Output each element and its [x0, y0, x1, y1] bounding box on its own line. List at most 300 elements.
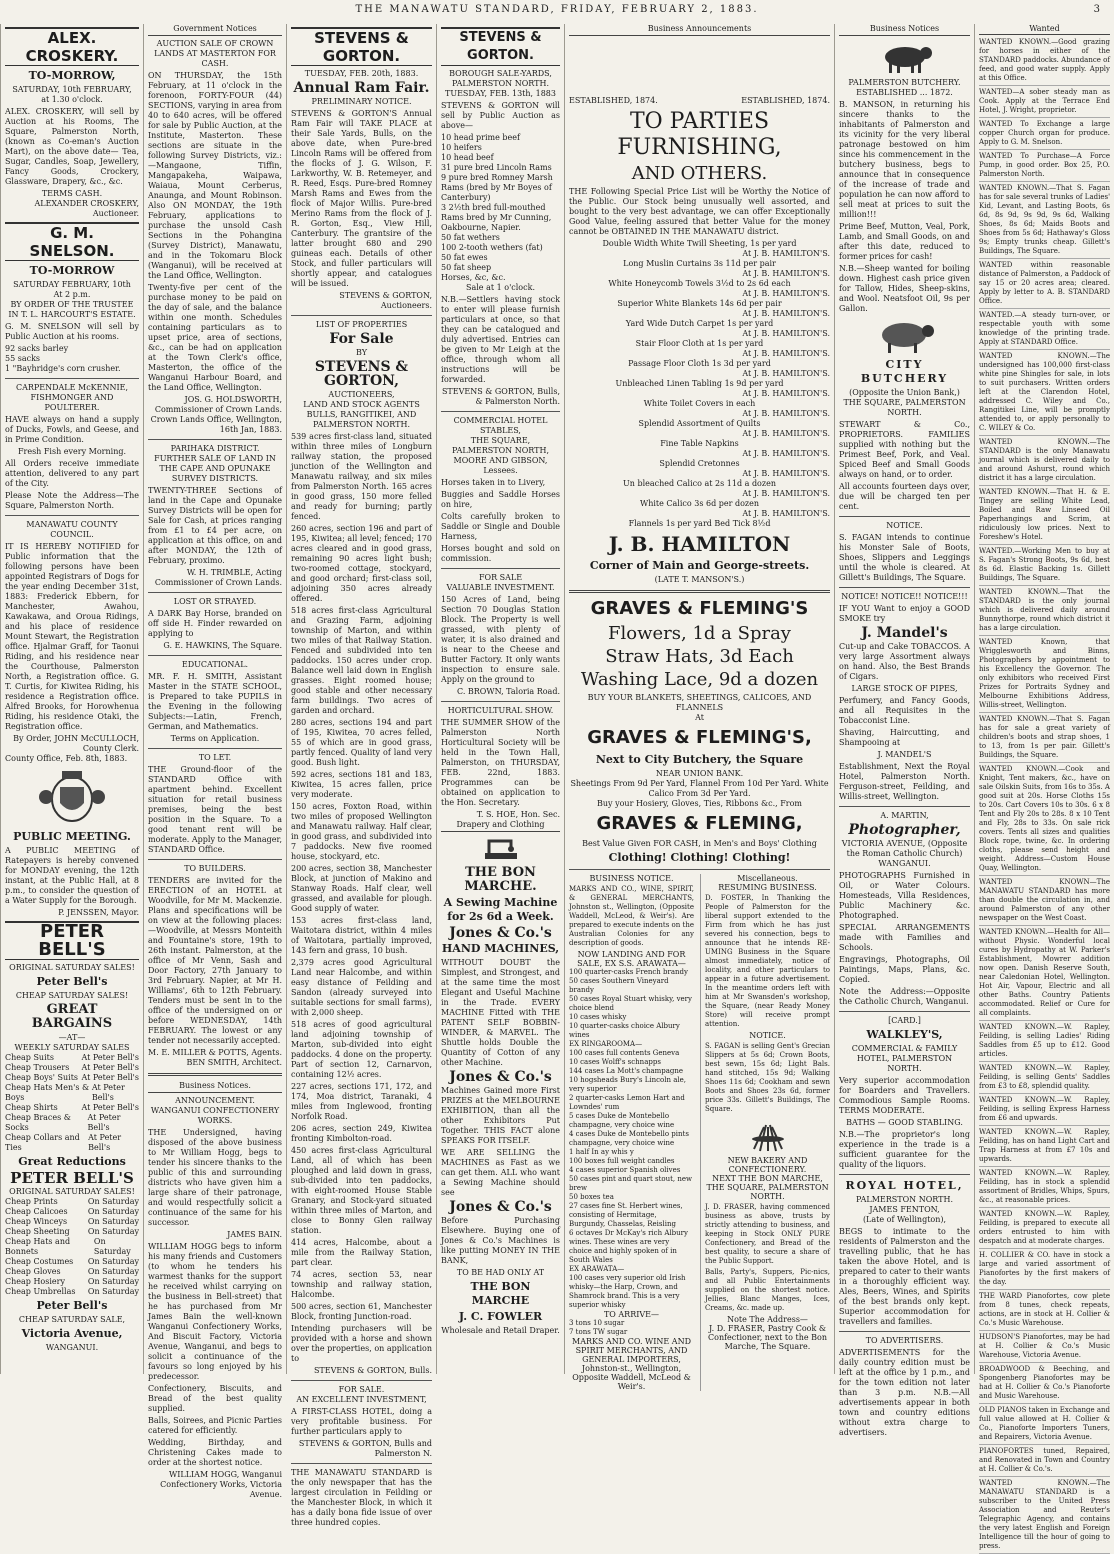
martin-name: A. MARTIN,	[880, 811, 929, 820]
snelson-sub: TO-MORROW	[29, 264, 115, 277]
bell-reductions: Great Reductions	[18, 1155, 126, 1168]
council-date: County Office, Feb. 8th, 1883.	[5, 754, 128, 763]
bell-list-item: Cheap Shirts	[5, 1103, 58, 1112]
bell-sub: ORIGINAL SATURDAY SALES!	[9, 963, 135, 972]
bell-list-where: At Peter Bell's	[88, 1133, 122, 1152]
price-item	[569, 259, 830, 279]
announce-body: THE Undersigned, having disposed of the above business to Mr William Hogg, begs to tender his sincere thanks to the public of this and surrounding districts who have given him a large share of their patronage, and would respectfully solicit a continuance of the same for his successor.	[148, 1128, 282, 1227]
import-item: 50 cases pint and quart stout, new brew	[569, 1175, 693, 1192]
price-item	[569, 379, 830, 399]
announce-title: ANNOUNCEMENT.	[175, 1096, 255, 1105]
bell-list-row	[5, 1073, 139, 1083]
stables-title: COMMERCIAL HOTEL STABLES,	[453, 416, 548, 435]
bell-weekly: WEEKLY SATURDAY SALES	[14, 1043, 130, 1052]
price-item-text: Yard Wide Dutch Carpet 1s per yard	[625, 319, 774, 328]
bn-sign: MARKS AND CO. WINE AND SPIRIT MERCHANTS, AND GENERAL IMPORTERS, Johnston-st., Wellington, Opposite Waddell, McLeod & Weir's.	[572, 1337, 691, 1391]
gf-line3: Washing Lace, 9d a dozen	[580, 669, 819, 690]
price-item-at: At J. B. HAMILTON'S.	[742, 369, 830, 378]
wanted-item: WANTED.—A steady turn-over, or respectable youth with some knowledge of the printing trade. Apply at STANDARD Office.	[979, 311, 1110, 350]
price-item-at: At J. B. HAMILTON'S.	[742, 289, 830, 298]
bull-icon	[875, 39, 935, 75]
price-item	[569, 419, 830, 439]
bell-list-row	[5, 1063, 139, 1073]
parihaka-sub: FURTHER SALE OF LAND IN THE CAPE AND OPUNAKE SURVEY DISTRICTS.	[154, 454, 276, 483]
bell-at: —AT—	[58, 1033, 86, 1042]
price-item-text: Stair Floor Cloth at 1s per yard	[635, 339, 764, 348]
misc-title: RESUMING BUSINESS.	[718, 883, 817, 892]
masthead	[0, 4, 1114, 20]
wanted-item: PIANOFORTES tuned, Repaired, and Renovated in Town and Country at H. Collier & Co.'s.	[979, 1447, 1110, 1477]
jd-sign: J. D. FRASER, Pastry Cook & Confectioner, next to the Bon Marche, The Square.	[708, 1324, 827, 1351]
wanted-item: WANTED KNOWN.—That the STANDARD is the only journal which is delivered daily around Bunnythorpe, round which district it has a large circulation.	[979, 588, 1110, 636]
hogg-list-item: Wedding, Birthday, and Christening Cakes made to order at the shortest notice.	[148, 1438, 282, 1467]
furnishing-intro: THE Following Special Price List will be Worthy the Notice of the Public. Our Stock being unusually well assorted, and bought to the very best advantage, we can offer Exceptionally Good Value, feeling assured that better Value for the money cannot be OBTAINED IN THE MANAWATU district.	[569, 187, 830, 236]
price-item-at: At J. B. HAMILTON'S.	[742, 409, 830, 418]
bell-list2-item: Cheap Costumes	[5, 1257, 74, 1266]
adv-title: TO ADVERTISERS.	[865, 1336, 944, 1345]
bell-list2-when: On Saturday	[87, 1217, 139, 1226]
bell-list2-when: On Saturday	[87, 1197, 139, 1206]
rh-name: JAMES FENTON,	[869, 1205, 940, 1214]
gf-title: GRAVES & FLEMING'S	[590, 598, 809, 619]
props-title: LIST OF PROPERTIES	[315, 320, 408, 329]
sewing-machine-icon	[481, 835, 521, 863]
invest-title: FOR SALE	[478, 573, 523, 582]
sg2-time: Sale at 1 o'clock.	[466, 283, 535, 292]
props-firm-sub2: LAND AND STOCK AGENTS	[303, 400, 420, 409]
price-item	[569, 499, 830, 519]
bell-list-where: At Peter Bell's	[91, 1083, 125, 1102]
bell-list-row	[5, 1103, 139, 1113]
wanted-item: WANTED KNOWN.—That S. Fagan has for sale a great variety of children's boots and strap shoes, 1 to 13, from 1s per pair. Gillett's Buildings, the Square.	[979, 715, 1110, 763]
import-item: 4 cases Duke de Montebello pints champagne, very choice wine	[569, 1130, 689, 1147]
invest-sign: C. BROWN, Taloria Road.	[456, 687, 560, 696]
wanted-item: WANTED To Exchange a large copper Church organ for produce. Apply to G. M. Snelson.	[979, 120, 1110, 150]
wanted-item: WANTED—A sober steady man as Cook. Apply at the Terrace End Hotel, J. Wright, proprietor.	[979, 88, 1110, 118]
page-number: 3	[1093, 4, 1100, 15]
bn-head: BUSINESS NOTICE.	[589, 874, 674, 883]
gf-name2: GRAVES & FLEMING,	[596, 813, 803, 834]
builders-sign: M. E. MILLER & POTTS, Agents. BEN SMITH, Architect.	[148, 1048, 282, 1067]
hogg-body: WILLIAM HOGG begs to inform his many friends and Customers (to whom he tenders his warmest thanks for the support he received whilst carrying on the business in Bell-street) that he has purchased from Mr James Bain the well-known Wanganui Confectionery Works, And Biscuit Factory, Victoria Avenue, Wanganui, and begs to solicit a continuance of the favours so long enjoyed by his predecessor.	[148, 1242, 282, 1381]
column-4	[436, 24, 564, 1374]
bn-now: NOW LANDING AND FOR SALE, EX S.S. ARAWATA—	[577, 950, 686, 968]
sg2-title: STEVENS & GORTON.	[441, 27, 560, 66]
gf-sheet: Sheetings From 9d Per Yard, Flannel From 10d Per Yard. White Calico From 3d Per Yard.	[570, 779, 829, 798]
jc-name: Jones & Co.'s	[449, 925, 552, 941]
bell-list-item: Cheap Braces & Socks	[5, 1113, 71, 1132]
cb-body: STEWART & Co., PROPRIETORS. FAMILIES supplied with nothing but the Primest Beef, Pork, and Veal. Spiced Beef and Small Goods always on hand, or to order.	[839, 420, 970, 479]
bell-list-item: Cheap Hats Men's & Boys	[5, 1083, 90, 1102]
bell-list2-item: Cheap Prints	[5, 1197, 58, 1206]
sg-body: STEVENS & GORTON'S Annual Ram Fair will TAKE PLACE at their Sale Yards, Bulls, on the above date, when Pure-bred Lincoln Rams will be offered from the flocks of J. G. Wilson, F. Larkworthy, W. B. Retemeyer, and R. Reed, Esqs. Pure-bred Romney Marsh Rams and Ewes from the flock of Major Willis. Pure-bred Merino Rams from the flock of J. R. Gorton, Esq., View Hill, Canterbury. The grantsire of the latter brought 680 and 290 guineas each. Details of other Stock, and fuller particulars will shortly appear, and catalogues will be issued.	[291, 109, 432, 288]
price-item-at: At J. B. HAMILTON'S.	[742, 349, 830, 358]
bell-list-item: Cheap Suits	[5, 1053, 54, 1062]
column-1	[0, 24, 143, 1374]
sale-item: 100 2-tooth wethers (fat)	[441, 243, 543, 252]
props-intending: Intending purchasers will be provided with a horse and shown over the properties, on application to	[291, 1324, 432, 1363]
meeting-sign: P. JENSSEN, Mayor.	[58, 908, 139, 917]
bell-footer-addr: Victoria Avenue,	[21, 1327, 123, 1340]
sale-item: 10 head beef	[441, 153, 494, 162]
gf-at: At	[695, 713, 704, 722]
martin-addr: VICTORIA AVENUE, (Opposite the Roman Catholic Church) WANGANUI.	[841, 839, 968, 868]
sale-item: 31 pure bred Lincoln Rams	[441, 163, 552, 172]
sg-prelim: PRELIMINARY NOTICE.	[311, 97, 412, 106]
snelson-item: 1 "Bayhridge's corn crusher.	[5, 364, 121, 373]
wanted-item: WANTED KNOWN.—Health for All—without Physic. Wonderful local cures by Hydropathy at W. Parker's Establishment, Mowrer addition now open. Danish Reserve South, near Caledonian Hotel, Wellington. Hot Air, Vapour, Electric and all other Baths. Country Patients accommodated. Relief or Cure for all complaints.	[979, 928, 1110, 1021]
wk-card: [CARD.]	[888, 1016, 921, 1025]
stables-b4: Horses bought and sold on commission.	[441, 544, 560, 563]
mandel-sign: J. MANDEL'S	[877, 750, 932, 759]
bell-list2-row	[5, 1277, 139, 1287]
import-item: 10 hogsheads Bury's Lincoln ale, very superior	[569, 1076, 687, 1093]
property-item: 74 acres, section 53, near township and railway station, Halcombe.	[291, 1270, 432, 1299]
hm-body: WITHOUT DOUBT the Simplest, and Strongest, and at the same time the most Elegant and Useful Machine in the Trade. EVERY MACHINE Fitted with THE PATENT SELF BOBBIN-WINDER, & MARVEL. The Shuttle holds Double the Quantity of Cotton of any other Machine.	[441, 958, 560, 1067]
cb-title: CITY BUTCHERY	[860, 358, 949, 385]
property-item: 200 acres, section 38, Manchester Block, at junction of Makino and Stanway Roads. Half clear, well grassed, and available for plough. Good supply of water.	[291, 864, 432, 913]
jc2-body: Machines Gained more First PRIZES at the MELBOURNE EXHIBITION, than all the other Exhibitors Put Together. THIS FACT alone SPEAKS FOR ITSELF.	[441, 1086, 560, 1145]
wanted-item: WANTED.—Working Men to buy at S. Fagan's Strong Boots, 9s 6d, best 8s 6d. Elastic Backing 1s. Gillett Buildings, The Square.	[979, 547, 1110, 586]
sale-item: 50 fat wethers	[441, 233, 500, 242]
price-item	[569, 339, 830, 359]
sg2-date: TUESDAY, FEB. 13th, 1883	[445, 89, 556, 98]
column-3	[286, 24, 436, 1527]
hamilton-name: J. B. HAMILTON	[608, 532, 791, 556]
hotel-sale-sign: STEVENS & GORTON, Bulls and Palmerston N.	[298, 1439, 432, 1458]
pb-nb: N.B.—Sheep wanted for boiling down. Highest cash price given for Tallow, Hides, Sheep-skins, and Wool. Neatsfoot Oil, 9s per Gallon.	[839, 264, 970, 313]
misc-body: D. FOSTER, In Thanking the People of Palmerston for the liberal support extended to the Firm from which he has just severed his connection, begs to announce that he intends RE-UMING Business in the Square almost immediately, notice of locality, and other particulars to appear in a future advertisement. In the meantime orders left with him at Mr Swansden's workshop, the Square, (near Ready Money Store) will receive prompt attention.	[705, 894, 830, 1028]
standard-note: THE MANAWATU STANDARD is the only newspaper that has the largest circulation in Feilding or the Manchester Block, in which it has a daily bona fide issue of over three hundred copies.	[291, 1468, 432, 1527]
sheep-icon	[870, 317, 940, 355]
price-item-text: Splendid Assortment of Quilts	[638, 419, 761, 428]
lost-sign: G. E. HAWKINS, The Square.	[163, 641, 282, 650]
import-item: 1 half In ay whis y	[569, 1148, 634, 1156]
wanted-item: THE WARD Pianofortes, cow plete from 8 tunes, check repeats, actions, are in stock at H. Collier & Co.'s Music Warehouse.	[979, 1292, 1110, 1331]
wanted-item: H. COLLIER & CO. have in stock a large and varied assortment of Pianofortes by the first makers of the day.	[979, 1251, 1110, 1290]
bell-list-where: At Peter Bell's	[81, 1103, 139, 1112]
gf-next: Next to City Butchery, the Square	[595, 753, 804, 766]
notice-title: NOTICE.	[749, 1031, 786, 1040]
bm2-title: THE BON MARCHE	[470, 1280, 531, 1307]
edu-terms: Terms on Application.	[170, 734, 260, 743]
hamilton-corner: Corner of Main and George-streets.	[589, 559, 810, 572]
builders-body: TENDERS are invited for the ERECTION of an HOTEL at Woodville, for Mr M. Mackenzie. Plans and specifications will be on view at the following places:—Woodville, at Messrs Monteith and Fountaine's store, 19th to 26th instant. Palmerston, at the office of Mr Venn, Sash and Door Factory, 27th January to 3rd February. Napier, at Mr H. Williams', 6th to 12th February. Tenders must be sent in to the office of the undersigned on or before WEDNESDAY, 14th FEBRUARY. The lowest or any tender not necessarily accepted.	[148, 876, 282, 1045]
sg2-sub: BOROUGH SALE-YARDS, PALMERSTON NORTH.	[449, 69, 552, 88]
bell-list-where: At Peter Bell's	[81, 1073, 139, 1082]
price-item-at: At J. B. HAMILTON'S.	[742, 469, 830, 478]
import-item: 10 cases whisky	[569, 1013, 627, 1021]
price-item-at: At J. B. HAMILTON'S.	[742, 249, 830, 258]
wanted-item: WANTED KNOWN.—The MANAWATU STANDARD is a subscriber to the United Press Association and Reuter's Telegraphic Agency, and contains the very latest English and Foreign Intelligence till the hour of going to press.	[979, 1479, 1110, 1554]
wanted-item: BROADWOOD & Beeching, and Spongenberg Pianofortes may be had at H. Collier & Co.'s Pianoforte and Music Warehouse.	[979, 1365, 1110, 1404]
property-item: 260 acres, section 196 and part of 195, Kiwitea; all level; fenced; 170 acres cleared and in good grass, remaining 90 acres light bush; two-roomed cottage, stockyard, and good orchard; first-class soil, adjoining 350 acres already offered.	[291, 524, 432, 603]
sale-item: 10 head prime beef	[441, 133, 520, 142]
auction-crown-body2: Twenty-five per cent of the purchase money to be paid on the day of sale, and the balance within one month. Schedules containing particulars as to upset price, area of sections, &c., can be had on application at the Town Clerk's office, Masterton, the office of the Wanganui Harbour Board, and the Land Office, Wellington.	[148, 283, 282, 392]
masthead-title: THE MANAWATU STANDARD, FRIDAY, FEBRUARY 2, 1883.	[355, 4, 759, 15]
import-item: 10 quarter-casks choice Albury wines	[569, 1022, 680, 1039]
jc3-name: Jones & Co.'s	[449, 1199, 552, 1215]
bn-arrive-item: 3 tons 10 sugar	[569, 1319, 625, 1327]
price-item	[569, 319, 830, 339]
invest-body: 150 Acres of Land, being Section 70 Douglas Station Block. The Property is well grassed, with plenty of water, it is also drained and is near to the Cheese and Butter Factory. It only wants inspection to ensure sale. Apply on the ground to	[441, 595, 560, 684]
hogg-sign: WILLIAM HOGG, Wanganui Confectionery Works, Victoria Avenue.	[160, 1470, 282, 1499]
sg-date: TUESDAY, FEB. 20th, 1883.	[304, 69, 419, 78]
business-notices-head: Business Notices.	[148, 1081, 282, 1093]
snelson-body: G. M. SNELSON will sell by Public Auction at his rooms.	[5, 322, 139, 341]
import-item: 100 cases very superior old Irish whisky—the Harp, Crown, and Shamrock brand. This is a very superior whisky	[569, 1274, 686, 1309]
price-item-at: At J. B. HAMILTON'S.	[742, 429, 830, 438]
stables-sub: THE SQUARE, PALMERSTON NORTH,	[451, 436, 549, 455]
meeting-title: PUBLIC MEETING.	[13, 830, 131, 843]
wanted-item: WANTED KNOWN.—The STANDARD is the only Manawatu journal which is delivered daily to and around Ashurst, round which district it has a large circulation.	[979, 438, 1110, 486]
bell-list-row	[5, 1083, 139, 1103]
wanted-item: WANTED To Purchase—A Force Pump, in good order. Box 25, P.O. Palmerston North.	[979, 152, 1110, 182]
rh-late: (Late of Wellington),	[862, 1215, 947, 1224]
drapery-head: Drapery and Clothing	[441, 820, 560, 832]
mandel-intro: IF YOU Want to enjoy a GOOD SMOKE try	[839, 604, 970, 623]
bell-footer-name: Peter Bell's	[36, 1299, 108, 1312]
council-sign: By Order, JOHN McCULLOCH, County Clerk.	[13, 734, 139, 753]
import-item: 100 cases full contents Geneva	[569, 1049, 680, 1057]
mandel-list-item: Shaving, Haircutting, and Shampooing at	[839, 728, 970, 747]
tolet-title: TO LET.	[198, 753, 232, 762]
price-item-text: White Toilet Covers in each	[643, 399, 756, 408]
wanted-item: WANTED KNOWN.—That H. & E. Tingey are selling White Lead, Boiled and Raw Linseed Oil Paperhangings and Scrim, at ridiculously low prices. Next to Foreshew's Hotel.	[979, 488, 1110, 545]
bell-list2-item: Cheap Gloves	[5, 1267, 61, 1276]
import-item: 27 cases fine St. Herbert wines, consisting of Hermitage, Burgundy, Chasselas, Reisling	[569, 1202, 683, 1228]
parihaka-body: TWENTY-THREE Sections of land in the Cape and Opunake Survey Districts will be open for Sale for Cash, at prices ranging from £1 to £4 per acre, on application at this office, on and after MONDAY, the 12th of February, proximo.	[148, 486, 282, 565]
fagan-body: S. FAGAN intends to continue his Monster Sale of Boots, Shoes, Slippers and Leggings until the whole is cleared. At Gillett's Buildings, The Square.	[839, 533, 970, 582]
import-item: 50 cases Royal Stuart whisky, very choice blend	[569, 995, 692, 1012]
estab-right: ESTABLISHED, 1874.	[741, 96, 830, 105]
bell-list2-item: Cheap Winceys	[5, 1217, 68, 1226]
bell-list-item: Cheap Collars and Ties	[5, 1133, 80, 1152]
announce-sign: JAMES BAIN.	[227, 1230, 282, 1239]
gf-line1: Flowers, 1d a Spray	[608, 623, 791, 644]
wanted-item: WANTED within reasonable distance of Palmerston, a Paddock of say 15 or 20 acres area; cleared. Apply by letter to A. B. STANDARD Office.	[979, 261, 1110, 309]
jd-note: Note The Address—	[727, 1315, 808, 1324]
fagan-title: NOTICE.	[886, 521, 923, 530]
estab-row	[569, 96, 830, 106]
sale-item: 10 heifers	[441, 143, 482, 152]
snelson-date: SATURDAY FEBRUARY, 10th	[13, 280, 131, 289]
bell-list2-row	[5, 1227, 139, 1237]
bell-list-where: At Peter Bell's	[81, 1053, 139, 1062]
import-item: 4 cases superior Spanish olives	[569, 1166, 681, 1174]
price-item-text: Superior White Blankets 14s 6d per pair	[617, 299, 782, 308]
price-item	[569, 239, 830, 259]
hamilton-late: (LATE T. MANSON'S.)	[654, 575, 745, 584]
import-item: 100 quarter-casks French brandy	[569, 968, 688, 976]
fowler-sub: Wholesale and Retail Draper.	[441, 1326, 560, 1335]
tolet-body: THE Ground-floor of the STANDARD Office with apartment behind. Excellent situation for retail business premises, being the best position in the Square. To a good tenant rent will be moderate. Apply to the Manager, STANDARD Office.	[148, 765, 282, 854]
jd-body: J. D. FRASER, having commenced business as above, trusts by strictly attending to business, and keeping in Stock ONLY PURE Confectionery, and Bread of the best quality, to secure a share of the Public Support.	[705, 1203, 830, 1265]
property-item: 592 acres, sections 181 and 183, Kiwitea, 15 acres fallen, price very moderate.	[291, 770, 432, 799]
mandel-list-item: Perfumery, and Fancy Goods, and all Requisites in the Tobacconist Line.	[839, 696, 970, 725]
bell-list2-when: On Saturday	[87, 1287, 139, 1296]
bell-list2-item: Cheap Hats and Bonnets	[5, 1237, 71, 1256]
parihaka-title: PARIHAKA DISTRICT.	[170, 444, 260, 453]
property-item: 227 acres, sections 171, 172, and 174, Moa district, Taranaki, 4 miles from Inglewood, fronting Norfolk Road.	[291, 1082, 432, 1121]
furnishing-title: TO PARTIES FURNISHING,	[617, 109, 782, 160]
wk-title: WALKLEY'S,	[866, 1028, 943, 1041]
import-item: 2 quarter-casks Lemon Hart and Lowndes' rum	[569, 1094, 685, 1111]
mckennie-note: All Orders receive immediate attention, delivered to any part of the City.	[5, 459, 139, 488]
bell-list2-row	[5, 1197, 139, 1207]
import-item: 100 boxes full weight candles	[569, 1157, 675, 1165]
announcements-head: Business Announcements	[569, 24, 830, 36]
bell-list-where: At Peter Bell's	[81, 1063, 139, 1072]
gf-hosiery: Buy your Hosiery, Gloves, Ties, Ribbons &c., From	[597, 799, 802, 808]
price-item-at: At J. B. HAMILTON'S.	[742, 389, 830, 398]
gf-value: Best Value Given FOR CASH, in Men's and Boys' Clothing	[582, 839, 817, 848]
snelson-order: BY ORDER OF THE TRUSTEE IN T. L. HARCOURT'S ESTATE.	[8, 300, 136, 319]
price-item-at: At J. B. HAMILTON'S.	[742, 269, 830, 278]
price-item	[569, 279, 830, 299]
furnishing-title2: AND OTHERS.	[631, 163, 768, 184]
import-item: 50 cases Southern Vineyard brandy	[569, 977, 669, 994]
bn-arrive-item: 7 tons TW sugar	[569, 1328, 628, 1336]
column-6	[834, 24, 974, 1437]
bell-list2-item: Cheap Calicoes	[5, 1207, 68, 1216]
gf-line2: Straw Hats, 3d Each	[605, 646, 794, 667]
bakery-next: NEXT THE BON MARCHE, THE SQUARE, PALMERSTON NORTH.	[706, 1174, 829, 1201]
hort-sign: T. S. HOE, Hon. Sec.	[476, 810, 560, 819]
column-7	[974, 24, 1114, 1550]
martin-note: Note the Address:—Opposite the Catholic Church, Wanganui.	[839, 987, 970, 1006]
bell-list2-when: On Saturday	[87, 1207, 139, 1216]
rh-title: ROYAL HOTEL,	[845, 1179, 964, 1192]
wk-baths: BATHS — GOOD STABLING.	[846, 1118, 963, 1127]
import-item: EX ARAWATA—	[569, 1265, 625, 1273]
price-item-text: Splendid Cretonnes	[659, 459, 740, 468]
price-item	[569, 479, 830, 499]
wheat-sheaf-icon	[738, 1117, 798, 1153]
price-item	[569, 459, 830, 479]
wanted-item: WANTED KNOWN.—Cook and Knight, Tent makers, &c., have on sale Oilskin Suits, from 16s to 35s. A good suit at 20s. Horse Cloths 15s to 20s. Cart Covers 10s to 30s. 6 x 8 Tent and Fly 20s to 28s. 8 x 10 Tent and Fly, 28s to 33s. On sale rick covers. Tents all sizes and qualities Block rope, twine, &c. In ordering cloths, please send height and weight. Address—Custom House Quay, Wellington.	[979, 765, 1110, 876]
import-item: 10 cases Wolff's schnapps	[569, 1058, 661, 1066]
bakery-title: NEW BAKERY AND CONFECTIONERY.	[727, 1156, 808, 1174]
mckennie-addr: Please Note the Address—The Square, Palmerston North.	[5, 491, 139, 510]
props-firm-addr: BULLS, RANGITIKEI, AND PALMERSTON NORTH.	[306, 410, 417, 429]
lost-title: LOST OR STRAYED.	[173, 597, 257, 606]
business-notices-head-2: Business Notices	[839, 24, 970, 36]
sale-item: Horses, &c, &c.	[441, 273, 506, 282]
lost-body: A DARK Bay Horse, branded on off side H. Finder rewarded on applying to	[148, 609, 282, 638]
croskery-sub: TO-MORROW,	[28, 69, 116, 82]
bn-arrive: TO ARRIVE—	[603, 1310, 660, 1319]
council-body: IT IS HEREBY NOTIFIED for Public information that the following persons have been appointed Registrars of Dogs for the year ending December 31st, 1883: Frederick Ebbern, for Manchester, Awahou, Kawakawa, and Oroua Ridings, and his place of residence Mount Stewart, the Registration office. Hjalmar Graff, for Taonui Riding, and his residence near the Courthouse, Palmerston North, a Registration office. G. T. Curtis, for Kiwitea Riding, his residence a Registration office. Alfred Brooks, for Horowhenua Riding, his residence Otaki, the Registration office.	[5, 542, 139, 731]
price-item-text: Double Width White Twill Sheeting, 1s per yard	[602, 239, 797, 248]
bell-list2-row	[5, 1257, 139, 1267]
gf-buy: BUY YOUR BLANKETS, SHEETINGS, CALICOES, AND FLANNELS	[587, 693, 812, 712]
bell-list2-item: Cheap Umbrellas	[5, 1287, 76, 1296]
property-item: 280 acres, sections 194 and part of 195, Kiwitea, 70 acres felled, 55 of which are in good grass, partly fenced. Quality of land very good. Bush light.	[291, 718, 432, 767]
hm-title: HAND MACHINES,	[441, 942, 560, 955]
import-item: 5 cases Duke de Montebello champagne, very choice wine	[569, 1112, 675, 1129]
price-item-text: Passage Floor Cloth 1s 3d per yard	[628, 359, 771, 368]
misc-head: Miscellaneous.	[737, 874, 798, 883]
property-item: 414 acres, Halcombe, about a mile from the Railway Station, part clear.	[291, 1238, 432, 1267]
props-for-sale: For Sale	[329, 331, 394, 347]
bell-name: Peter Bell's	[36, 975, 108, 988]
hotel-sale-title: FOR SALE.	[338, 1385, 385, 1394]
wanted-item: WANTED Known, that Wrigglesworth and Binns, Photographers by appointment to his Excellency the Governor. The only exhibitors who received First Prizes for Portraits Sydney and Melbourne Exhibitions Address, Willis-street, Wellington.	[979, 638, 1110, 713]
wanted-item: WANTED KNOWN.—The undersigned has 100,000 first-class white pine Shingles for sale, in lots to suit purchasers. Written orders left at the Clarendon Hotel, addressed C. Wiley and Co., Rangitikei Line, will be promptly attended to, or apply personally to C. WILEY & Co.	[979, 352, 1110, 436]
price-item-at: At J. B. HAMILTON'S.	[742, 449, 830, 458]
pb-title: PALMERSTON BUTCHERY.	[848, 78, 961, 87]
column-5	[564, 24, 834, 1391]
coat-of-arms-icon	[32, 767, 112, 827]
price-item-text: White Honeycomb Towels 3½d to 2s 6d each	[608, 279, 791, 288]
props-firm-sub: AUCTIONEERS,	[328, 390, 395, 399]
auction-crown-body: ON THURSDAY, the 15th February, at 11 o'clock in the forenoon, FORTY-FOUR (44) SECTIONS, varying in area from 40 to 640 acres, will be offered for sale by Public Auction, at the Institute, Masterton. These sections are situate in the following Survey Districts, viz.:—Mangaone, Tiffin, Mangapakeha, Waipawa, Waiaua, Mount Cerberus, Anaunga, and Mount Robinson. Also ON MONDAY, the 19th February, applications to purchase the unsold Cash Sections in the Pohangina (Survey District), Manawatu, and in the Tokomaru Block (Wanganui), will be received at the Land Office, Wellington.	[148, 71, 282, 280]
wanted-item: WANTED KNOWN.—W. Rapley, Feilding, has on hand Light Cart and Trap Harness at from £7 10s and upwards.	[979, 1128, 1110, 1167]
props-by: BY	[355, 348, 368, 357]
had-at: TO BE HAD ONLY AT	[456, 1268, 545, 1277]
snelson-item: 92 sacks barley	[5, 344, 69, 353]
jc2-name: Jones & Co.'s	[449, 1069, 552, 1085]
bell-list-row	[5, 1133, 139, 1153]
property-item: 539 acres first-class land, situated within three miles of Longburn railway station, the proposed junction of the Wellington and Manawatu railway, and six miles from Palmerston North. 165 acres in good grass, 150 more felled and ready for burning; partly fenced.	[291, 432, 432, 521]
price-item	[569, 439, 830, 459]
property-item: 450 acres first-class Agricultural Land, all of which has been ploughed and laid down in grass, sub-divided into ten paddocks, with eight-roomed House Stable Granary, and Stock-yard situated within three miles of Marton, and close to Bonny Glen railway station.	[291, 1146, 432, 1235]
price-item-text: Fine Table Napkins	[660, 439, 739, 448]
bell-list2-when: On Saturday	[87, 1277, 139, 1286]
pb-body: B. MANSON, in returning his sincere thanks to the inhabitants of Palmerston and its vicinity for the very liberal patronage bestowed on him since his commencement in the butchery business, begs to announce that in consequence of the increase of trade and population he can now afford to sell meat at prices to suit the million!!!	[839, 100, 970, 219]
bell-list2-row	[5, 1217, 139, 1227]
bell-list2-row	[5, 1207, 139, 1217]
wanted-item: WANTED KNOWN.—W. Rapley, Feilding, is selling Gents' Saddles from £3 to £8, splendid quality.	[979, 1064, 1110, 1094]
price-item	[569, 299, 830, 319]
pb-prime: Prime Beef, Mutton, Veal, Pork, Lamb, and Small Goods, on and after this date, reduced to former prices for cash!	[839, 222, 970, 261]
fowler-name: J. C. FOWLER	[458, 1310, 543, 1323]
sg2-sign: STEVENS & GORTON, Bulls, & Palmerston North.	[441, 387, 560, 406]
pb-estab: ESTABLISHED ... 1872.	[856, 88, 953, 97]
property-item: 518 acres of good agricultural land adjoining township of Marton, sub-divided into eight paddocks. 4 done on the property. Part of section 12, Carnarvon, containing 12½ acres.	[291, 1020, 432, 1079]
property-item: 153 acres first-class land, Waitotara district, within 4 miles of Waitotara, partially improved, 143 fern and grass, 10 bush.	[291, 916, 432, 955]
bell-bargains: GREAT BARGAINS	[31, 1002, 113, 1031]
croskery-body: ALEX. CROSKERY, will sell by Auction at his Rooms, The Square, Palmerston North, (known as Co-eman's Auction Mart), on the above date— Tea, Sugar, Candles, Soap, Jewellery, Fancy Goods, Crockery, Glassware, Drapery, &c., &c.	[5, 107, 139, 186]
stables-b3: Colts carefully broken to Saddle or Single and Double Harness,	[441, 512, 560, 541]
wanted-item: OLD PIANOS taken in Exchange and full value allowed at H. Collier & Co., Pianoforte Importers Tuners, and Repairers, Victoria Avenue.	[979, 1406, 1110, 1445]
edu-body: MR. F. H. SMITH, Assistant Master in the STATE SCHOOL, is Prepared to take PUPILS in the Evening in the following Subjects:—Latin, French, German, and Mathematics.	[148, 672, 282, 731]
martin-special: SPECIAL ARRANGEMENTS made with Families and Schools.	[839, 923, 970, 952]
hort-title: HORTICULTURAL SHOW.	[447, 706, 554, 715]
mckennie-body: HAVE always on hand a supply of Ducks, Fowls, and Geese, and in Prime Condition.	[5, 415, 139, 444]
council-title: MANAWATU COUNTY COUNCIL.	[26, 520, 118, 539]
mandel-name: J. Mandel's	[861, 625, 948, 641]
price-item	[569, 399, 830, 419]
property-item: 206 acres, section 249, Kiwitea fronting Kimbolton-road.	[291, 1124, 432, 1143]
gf-name: GRAVES & FLEMING'S,	[587, 727, 812, 748]
sg-sign: STEVENS & GORTON, Auctioneers.	[339, 291, 432, 310]
snelson-title: G. M. SNELSON.	[5, 222, 139, 261]
snelson-item: 55 sacks	[5, 354, 41, 363]
sg2-body: STEVENS & GORTON will sell by Public Auction as above—	[441, 101, 560, 130]
price-item-at: At J. B. HAMILTON'S.	[742, 489, 830, 498]
croskery-terms: TERMS CASH.	[41, 189, 103, 198]
gf-near: NEAR UNION BANK.	[655, 769, 744, 778]
croskery-date: SATURDAY, 10th FEBRUARY,	[12, 85, 132, 94]
hotel-sale-sub: AN EXCELLENT INVESTMENT,	[296, 1395, 427, 1404]
rh-sub: PALMERSTON NORTH.	[855, 1195, 953, 1204]
import-item: 50 boxes tea	[569, 1193, 614, 1201]
sm-title: A Sewing Machine for 2s 6d a Week.	[443, 896, 558, 923]
bell-list2-row	[5, 1267, 139, 1277]
jc3-body: Before Purchasing Elsewhere. Buying one of Jones & Co.'s Machines is like putting MONEY IN THE BANK,	[441, 1216, 560, 1265]
